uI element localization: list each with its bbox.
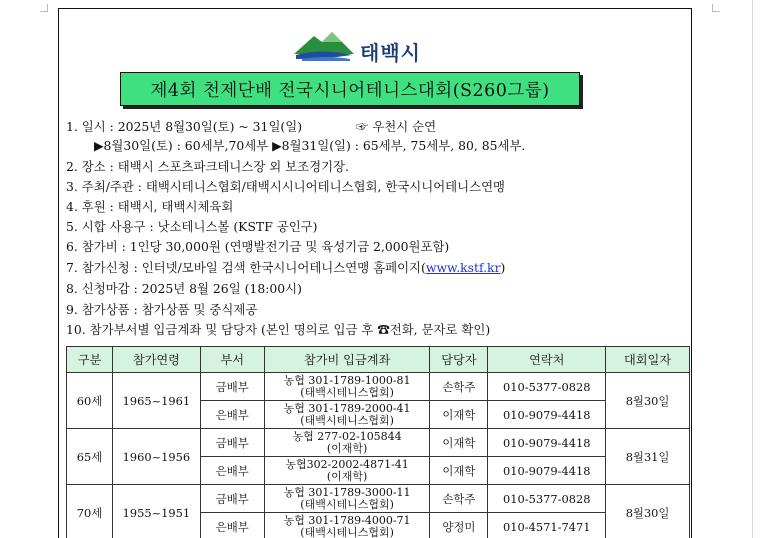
account-number: 농협 301-1789-4000-71 xyxy=(283,513,411,527)
header-cell: 대회일자 xyxy=(606,347,690,373)
manager-cell: 이재학 xyxy=(430,429,488,457)
account-number: 농협 277-02-105844 xyxy=(292,429,402,443)
account-number: 농협 301-1789-3000-11 xyxy=(283,485,411,499)
phone-cell: 010-5377-0828 xyxy=(488,485,606,513)
account-cell xyxy=(264,373,430,401)
phone-cell: 010-5377-0828 xyxy=(488,373,606,401)
manager-cell: 이재학 xyxy=(430,401,488,429)
phone-cell: 010-9079-4418 xyxy=(488,429,606,457)
account-number: 농협 301-1789-2000-41 xyxy=(283,401,411,415)
item-fee: 6. 참가비 : 1인당 30,000원 (연맹발전기금 및 육성기금 2,000원포함) xyxy=(66,239,450,254)
page-corner-mark xyxy=(40,4,48,12)
dept-cell: 은배부 xyxy=(200,513,264,538)
title-banner xyxy=(120,72,580,106)
manager-cell: 손학주 xyxy=(430,373,488,401)
dept-cell: 금배부 xyxy=(200,485,264,513)
item-schedule-detail: ▶8월30일(토) : 60세부,70세부 ▶8월31일(일) : 65세부, 75세부, 80, 85세부. xyxy=(94,138,526,153)
table-row xyxy=(67,373,690,401)
account-holder: (태백시테니스협회) xyxy=(300,385,394,399)
page-edge-rule xyxy=(752,0,753,538)
item-deadline: 8. 신청마감 : 2025년 8월 26일 (18:00시) xyxy=(66,281,302,296)
logo-wordmark: 태백시 xyxy=(360,41,421,65)
account-number: 농협 301-1789-1000-81 xyxy=(283,373,411,387)
age-cell: 65세 xyxy=(67,429,113,485)
account-holder: (이재학) xyxy=(326,469,368,483)
dept-cell: 은배부 xyxy=(200,401,264,429)
fee-account-table xyxy=(66,346,690,538)
rain-note: ☞ 우천시 순연 xyxy=(356,119,437,134)
kstf-website-link[interactable]: www.kstf.kr xyxy=(425,260,501,275)
account-holder: (이재학) xyxy=(326,441,368,455)
dept-cell: 금배부 xyxy=(200,373,264,401)
header-cell: 구분 xyxy=(67,347,113,373)
age-cell: 60세 xyxy=(67,373,113,429)
document-title: 제4회 천제단배 전국시니어테니스대회(S260그룹) xyxy=(150,80,550,101)
item-accounts-heading: 10. 참가부서별 입금계좌 및 담당자 (본인 명의로 입금 후 ☎전화, 문자로 확인) xyxy=(66,322,491,337)
header-cell: 부서 xyxy=(200,347,264,373)
manager-cell: 양정미 xyxy=(430,513,488,538)
item-ball: 5. 시합 사용구 : 낫소테니스볼 (KSTF 공인구) xyxy=(66,219,318,234)
account-holder: (태백시테니스협회) xyxy=(300,525,394,538)
dept-cell: 은배부 xyxy=(200,457,264,485)
item-schedule: 1. 일시 : 2025년 8월30일(토) ~ 31일(일) xyxy=(66,119,303,134)
registration-suffix: ) xyxy=(500,260,506,275)
account-cell xyxy=(264,513,430,538)
account-cell xyxy=(264,485,430,513)
item-organizer: 3. 주최/주관 : 태백시테니스협회/태백시시니어테니스협회, 한국시니어테니스연맹 xyxy=(66,179,506,194)
item-prizes: 9. 참가상품 : 참가상품 및 중식제공 xyxy=(66,302,258,317)
table-header-row xyxy=(67,347,690,373)
item-registration xyxy=(66,258,505,276)
date-cell: 8월31일 xyxy=(606,429,690,485)
manager-cell: 손학주 xyxy=(430,485,488,513)
item-venue: 2. 장소 : 태백시 스포츠파크테니스장 외 보조경기장. xyxy=(66,159,349,174)
account-cell xyxy=(264,457,430,485)
header-cell: 참가비 입금계좌 xyxy=(264,347,430,373)
page-corner-mark xyxy=(712,4,720,12)
account-holder: (태백시테니스협회) xyxy=(300,413,394,427)
table-row xyxy=(67,429,690,457)
header-cell: 담당자 xyxy=(430,347,488,373)
header-cell: 참가연령 xyxy=(112,347,200,373)
phone-cell: 010-4571-7471 xyxy=(488,513,606,538)
birth-range-cell: 1955~1951 xyxy=(112,485,200,538)
table-row xyxy=(67,485,690,513)
item-sponsor: 4. 후원 : 태백시, 태백시체육회 xyxy=(66,199,234,214)
account-number: 농협302-2002-4871-41 xyxy=(285,457,409,471)
account-cell xyxy=(264,401,430,429)
header-cell: 연락처 xyxy=(488,347,606,373)
date-cell: 8월30일 xyxy=(606,373,690,429)
age-cell: 70세 xyxy=(67,485,113,538)
dept-cell: 금배부 xyxy=(200,429,264,457)
manager-cell: 이재학 xyxy=(430,457,488,485)
account-holder: (태백시테니스협회) xyxy=(300,497,394,511)
registration-text: 7. 참가신청 : 인터넷/모바일 검색 한국시니어테니스연맹 홈페이지( xyxy=(66,260,426,275)
phone-cell: 010-9079-4418 xyxy=(488,401,606,429)
birth-range-cell: 1960~1956 xyxy=(112,429,200,485)
date-cell: 8월30일 xyxy=(606,485,690,538)
account-cell xyxy=(264,429,430,457)
phone-cell: 010-9079-4418 xyxy=(488,457,606,485)
birth-range-cell: 1965~1961 xyxy=(112,373,200,429)
